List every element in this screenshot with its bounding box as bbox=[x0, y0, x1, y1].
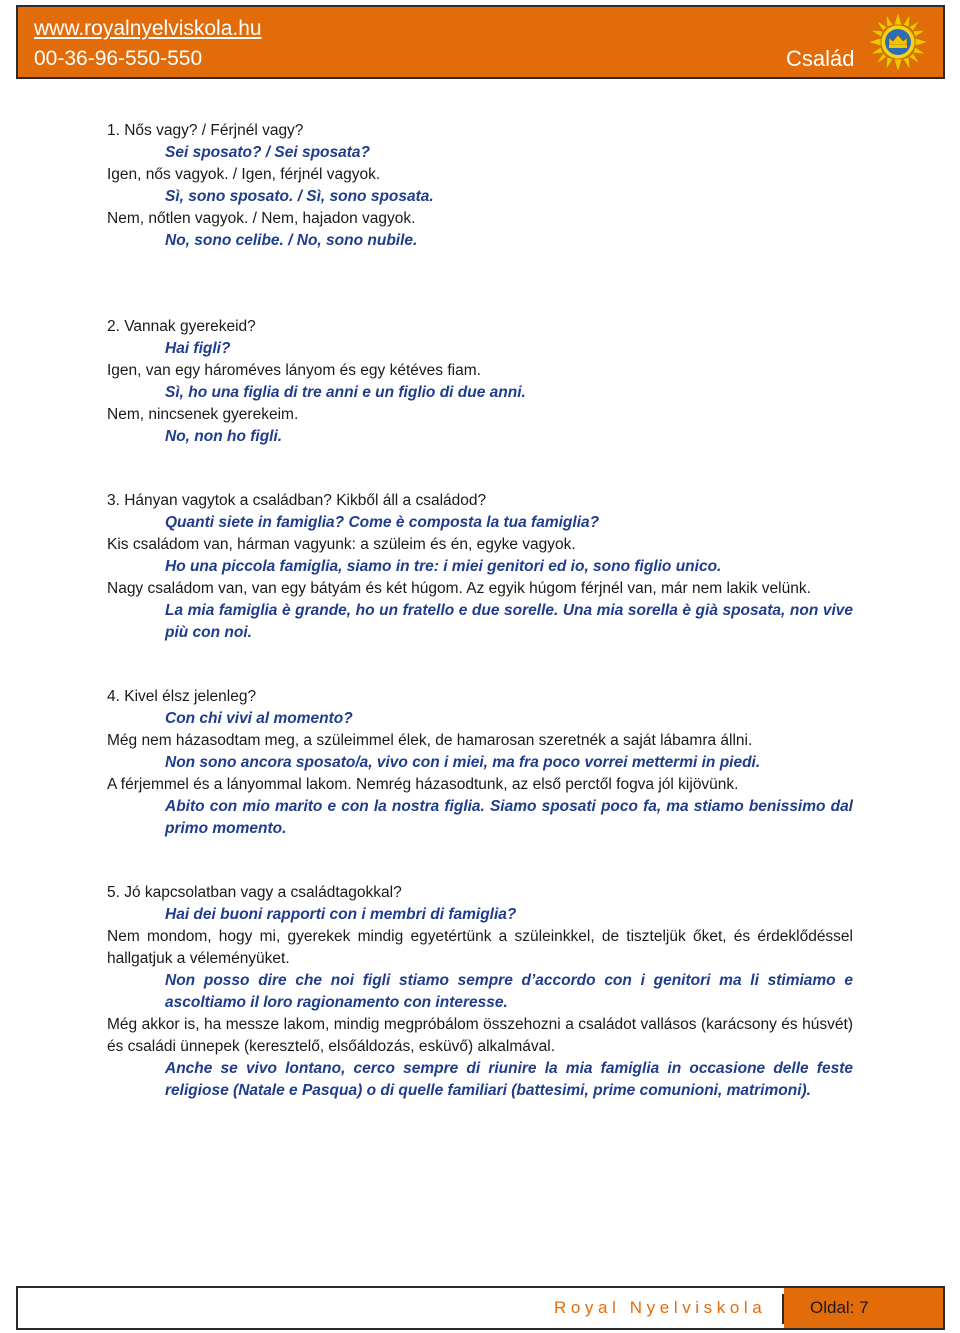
answer-it: Non sono ancora sposato/a, vivo con i miei, ma fra poco vorrei mettermi in piedi. bbox=[165, 754, 761, 771]
answer-it: Non posso dire che noi figli stiamo sempre d’accordo con i genitori ma li stimiamo e ascoltiamo il loro ragionamento con interesse. bbox=[165, 972, 853, 1011]
document-body bbox=[107, 120, 853, 1102]
answer-hu: A férjemmel és a lányommal lakom. Nemrég házasodtunk, az első perctől fogva jól kijövünk. bbox=[107, 776, 739, 793]
answer-it: No, sono celibe. / No, sono nubile. bbox=[165, 232, 418, 249]
page-header bbox=[16, 5, 945, 79]
page-footer bbox=[16, 1286, 945, 1330]
answer-hu: Igen, van egy hároméves lányom és egy kétéves fiam. bbox=[107, 362, 481, 379]
answer-it: No, non ho figli. bbox=[165, 428, 283, 445]
website-link[interactable]: www.royalnyelviskola.hu bbox=[34, 17, 262, 40]
question-hu: 4. Kivel élsz jelenleg? bbox=[107, 688, 257, 705]
question-hu: 1. Nős vagy? / Férjnél vagy? bbox=[107, 122, 304, 139]
answer-hu: Nem, nincsenek gyerekeim. bbox=[107, 406, 299, 423]
question-hu: 2. Vannak gyerekeid? bbox=[107, 318, 256, 335]
sun-crown-logo-icon bbox=[867, 11, 929, 73]
page-number-box bbox=[784, 1288, 943, 1328]
answer-it: Sì, sono sposato. / Sì, sono sposata. bbox=[165, 188, 434, 205]
answer-hu: Nagy családom van, van egy bátyám és két húgom. Az egyik húgom férjnél van, már nem lakik velünk. bbox=[107, 580, 811, 597]
answer-it: Anche se vivo lontano, cerco sempre di riunire la mia famiglia in occasione delle feste religiose (Natale e Pasqua) o di quelle familiari (battesimi, prime comunioni, matrimoni). bbox=[165, 1060, 853, 1099]
answer-hu: Nem mondom, hogy mi, gyerekek mindig egyetértünk a szüleinkkel, de tiszteljük őket, és érdeklődéssel hallgatjuk a véleményüket. bbox=[107, 928, 853, 967]
answer-it: La mia famiglia è grande, ho un fratello e due sorelle. Una mia sorella è già sposata, non vive più con noi. bbox=[165, 602, 853, 641]
answer-it: Sì, ho una figlia di tre anni e un figlio di due anni. bbox=[165, 384, 526, 401]
question-it: Sei sposato? / Sei sposata? bbox=[165, 144, 371, 161]
answer-it: Ho una piccola famiglia, siamo in tre: i miei genitori ed io, sono figlio unico. bbox=[165, 558, 722, 575]
answer-hu: Igen, nős vagyok. / Igen, férjnél vagyok. bbox=[107, 166, 381, 183]
qa-section-1 bbox=[107, 120, 853, 252]
question-it: Hai figli? bbox=[165, 340, 231, 357]
qa-section-5 bbox=[107, 882, 853, 1102]
qa-section-3 bbox=[107, 490, 853, 644]
question-it: Con chi vivi al momento? bbox=[165, 710, 353, 727]
answer-it: Abito con mio marito e con la nostra figlia. Siamo sposati poco fa, ma stiamo benissimo dal primo momento. bbox=[165, 798, 853, 837]
qa-section-4 bbox=[107, 686, 853, 840]
answer-hu: Még nem házasodtam meg, a szüleimmel élek, de hamarosan szeretnék a saját lábamra állni. bbox=[107, 732, 753, 749]
page-title: Család bbox=[786, 46, 855, 71]
question-it: Hai dei buoni rapporti con i membri di famiglia? bbox=[165, 906, 517, 923]
phone-number: 00-36-96-550-550 bbox=[34, 47, 203, 70]
question-hu: 3. Hányan vagytok a családban? Kikből áll a családod? bbox=[107, 492, 487, 509]
answer-hu: Kis családom van, hárman vagyunk: a szüleim és én, egyke vagyok. bbox=[107, 536, 576, 553]
question-it: Quanti siete in famiglia? Come è composta la tua famiglia? bbox=[165, 514, 600, 531]
qa-section-2 bbox=[107, 316, 853, 448]
question-hu: 5. Jó kapcsolatban vagy a családtagokkal? bbox=[107, 884, 402, 901]
answer-hu: Még akkor is, ha messze lakom, mindig megpróbálom összehozni a családot vallásos (karácsony és húsvét) és családi ünnepek (keresztelő, elsőáldozás, esküvő) alkalmával. bbox=[107, 1016, 853, 1055]
answer-hu: Nem, nőtlen vagyok. / Nem, hajadon vagyok. bbox=[107, 210, 416, 227]
page-number: Oldal: 7 bbox=[810, 1298, 869, 1317]
footer-brand: Royal Nyelviskola bbox=[554, 1298, 767, 1317]
